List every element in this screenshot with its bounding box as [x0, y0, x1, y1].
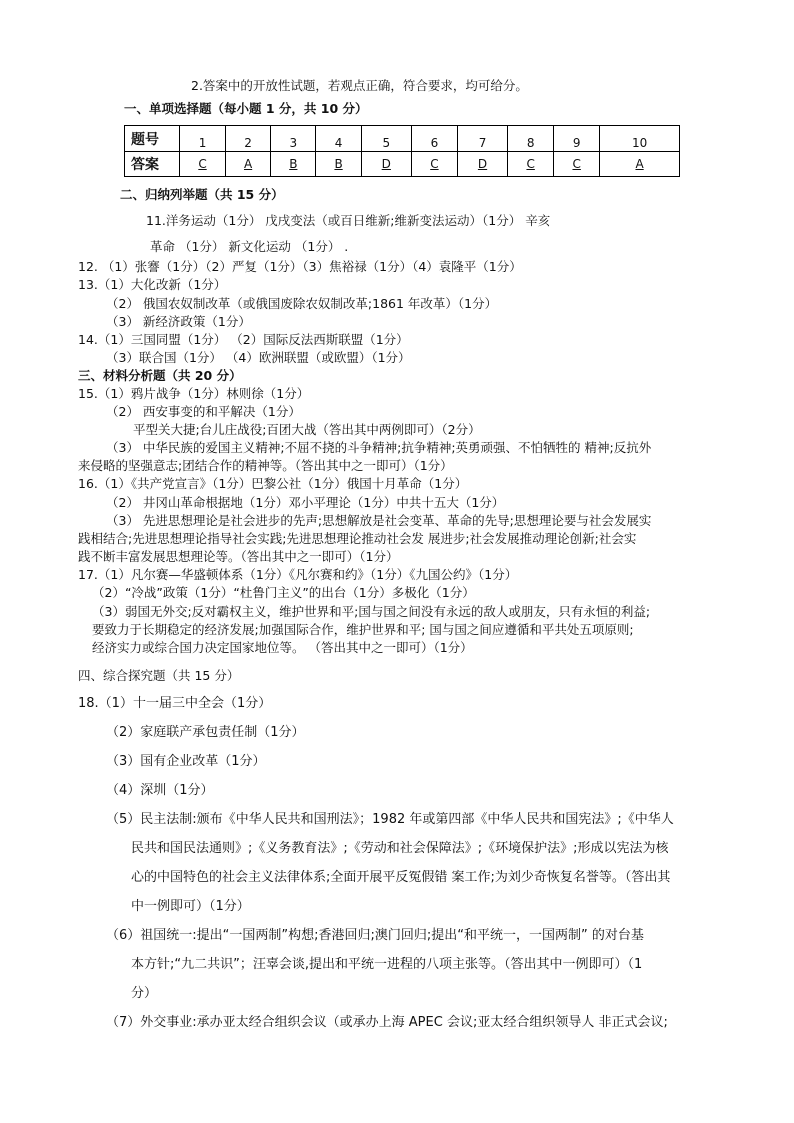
answer-line: 要致力于长期稳定的经济发展;加强国际合作，维护世界和平; 国与国之间应遵循和平共处五项原则;	[92, 622, 634, 637]
section-4-title: 四、综合探究题（共 15 分）	[78, 668, 240, 683]
answer-line: 心的中国特色的社会主义法律体系;全面开展平反冤假错 案工作;为刘少奇恢复名誉等。（答出其	[131, 870, 671, 885]
answer-value: D	[457, 152, 507, 177]
answer-line: （2） 西安事变的和平解决（1分）	[106, 404, 301, 419]
answer-line: （3） 新经济政策（1分）	[106, 314, 251, 329]
answer-table	[124, 125, 680, 177]
section-3-title: 三、材料分析题（共 20 分）	[78, 368, 242, 383]
answer-line: 民共和国民法通则》;《义务教育法》;《劳动和社会保障法》;《环境保护法》;形成以宪法为核	[131, 841, 669, 856]
answer-line: 践相结合;先进思想理论指导社会实践;先进思想理论推动社会发 展进步;社会发展推动理论创新;社会实	[78, 531, 637, 546]
answer-line: （3）弱国无外交;反对霸权主义，维护世界和平;国与国之间没有永远的敌人或朋友，只有永恒的利益;	[92, 604, 651, 619]
question-number: 2	[226, 126, 271, 152]
answer-line: （3）国有企业改革（1分）	[106, 754, 266, 769]
answer-line: （2）“冷战”政策（1分）“杜鲁门主义”的出台（1分）多极化（1分）	[92, 585, 475, 600]
answer-line: （3）联合国（1分） （4）欧洲联盟（或欧盟）（1分）	[106, 350, 411, 365]
section-1-title: 一、单项选择题（每小题 1 分，共 10 分）	[124, 101, 368, 116]
answer-line: 经济实力或综合国力决定国家地位等。 （答出其中之一即可）（1分）	[92, 640, 473, 655]
answer-value: B	[271, 152, 316, 177]
question-number: 5	[361, 126, 411, 152]
answer-line: （5）民主法制:颁布《中华人民共和国刑法》；1982 年或第四部《中华人民共和国宪法》;《中华人	[106, 812, 674, 827]
question-number: 4	[316, 126, 361, 152]
question-number: 10	[600, 126, 680, 152]
answer-line: 12. （1）张謇（1分）（2）严复（1分）（3）焦裕禄（1分）（4）袁隆平（1分）	[78, 259, 522, 274]
answer-line: 来侵略的坚强意志;团结合作的精神等。（答出其中之一即可）（1分）	[78, 458, 453, 473]
answer-line: （4）深圳（1分）	[106, 783, 214, 798]
answer-value: C	[180, 152, 226, 177]
question-number-label: 题号	[125, 126, 180, 152]
answer-value: A	[226, 152, 271, 177]
answer-line: 中一例即可）（1分）	[131, 899, 250, 914]
answer-value: A	[600, 152, 680, 177]
answer-line: 践不断丰富发展思想理论等。（答出其中之一即可）（1分）	[78, 549, 399, 564]
answer-line: 革命 （1分） 新文化运动 （1分） .	[150, 239, 349, 254]
answer-line: 15.（1）鸦片战争（1分）林则徐（1分）	[78, 386, 310, 401]
question-number: 9	[554, 126, 600, 152]
question-number: 3	[271, 126, 316, 152]
answer-value: D	[361, 152, 411, 177]
answer-value: C	[508, 152, 554, 177]
question-number: 7	[457, 126, 507, 152]
answer-line: （7）外交事业:承办亚太经合组织会议（或承办上海 APEC 会议;亚太经合组织领导人 非正式会议;	[106, 1015, 668, 1030]
answer-line: 17.（1）凡尔赛—华盛顿体系（1分）《凡尔赛和约》（1分）《九国公约》（1分）	[78, 567, 518, 582]
question-number: 1	[180, 126, 226, 152]
answer-line: （6）祖国统一:提出“一国两制”构想;香港回归;澳门回归;提出“和平统一，一国两制” 的对台基	[106, 928, 644, 943]
answer-line: 13.（1）大化改新（1分）	[78, 277, 227, 292]
answer-line: 平型关大捷;台儿庄战役;百团大战（答出其中两例即可）（2分）	[133, 422, 481, 437]
answer-line: （3） 中华民族的爱国主义精神;不屈不挠的斗争精神;抗争精神;英勇顽强、不怕牺牲的 精神;反抗外	[106, 440, 652, 455]
answer-line: 16.（1）《共产党宣言》（1分）巴黎公社（1分）俄国十月革命（1分）	[78, 476, 468, 491]
answer-line: 本方针;“九二共识”；汪辜会谈,提出和平统一进程的八项主张等。（答出其中一例即可）（1	[131, 957, 643, 972]
answer-value: C	[411, 152, 457, 177]
answer-line: （3） 先进思想理论是社会进步的先声;思想解放是社会变革、革命的先导;思想理论要与社会发展实	[106, 513, 652, 528]
answer-line: 11.洋务运动（1分） 戊戌变法（或百日维新;维新变法运动）（1分） 辛亥	[146, 213, 551, 228]
question-number: 8	[508, 126, 554, 152]
answer-line: 14.（1）三国同盟（1分） （2）国际反法西斯联盟（1分）	[78, 332, 409, 347]
answer-value: C	[554, 152, 600, 177]
answer-line: （2） 俄国农奴制改革（或俄国废除农奴制改革;1861 年改革）（1分）	[106, 296, 498, 311]
answer-label: 答案	[125, 152, 180, 177]
answer-row	[125, 152, 680, 177]
answer-line: 分）	[131, 986, 158, 1001]
answer-line: （2） 井冈山革命根据地（1分）邓小平理论（1分）中共十五大（1分）	[106, 495, 505, 510]
answer-line: （2）家庭联产承包责任制（1分）	[106, 725, 305, 740]
section-2-title: 二、归纳列举题（共 15 分）	[120, 187, 284, 202]
answer-value: B	[316, 152, 361, 177]
answer-line: 18.（1）十一届三中全会（1分）	[78, 696, 272, 711]
question-number-row	[125, 126, 680, 152]
question-number: 6	[411, 126, 457, 152]
answer-note: 2.答案中的开放性试题，若观点正确，符合要求，均可给分。	[191, 78, 528, 93]
